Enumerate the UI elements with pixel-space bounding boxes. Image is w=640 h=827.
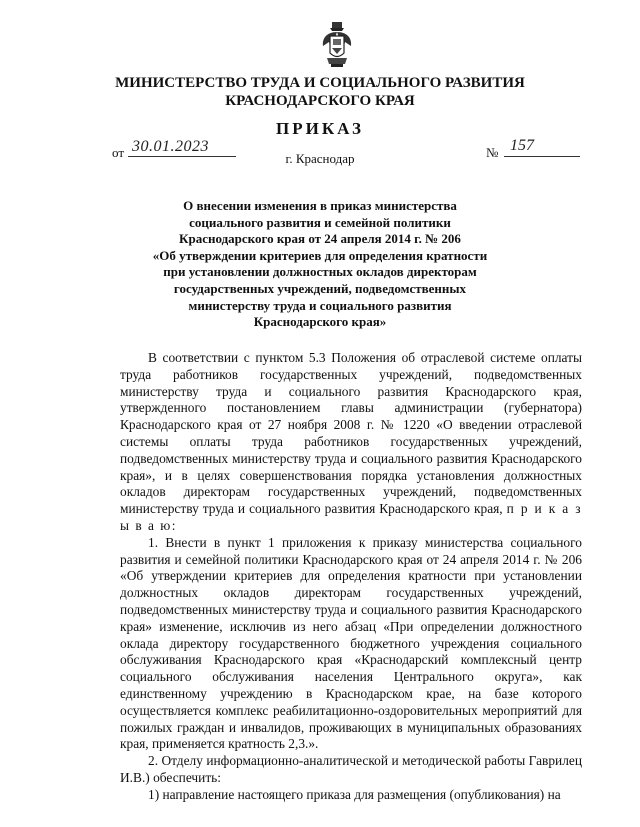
subject-line: «Об утверждении критериев для определения кратности [152, 247, 488, 263]
item-1-paragraph: 1. Внести в пункт 1 приложения к приказу министерства социального развития и семейной политики Краснодарского края от 24 апреля 2014 г. № 206 «Об утверждении критериев для определения кратности при установлении должностных окладов директорам государственных учреждений, подведомственных министерству труда и социального развития Краснодарского края» изменение, исключив из него абзац «При определении должностного оклада директору государственного бюджетного учреждения социального обслуживания Краснодарского края «Краснодарский комплексный центр социального обслуживания населения Центрального округа», как единственному учреждению в Краснодарском крае, на базе которого осуществляется комплекс реабилитационно-оздоровительных мероприятий для пожилых граждан и инвалидов, проживающих в муниципальных образованиях края, применяется кратность 2,3.». [120, 534, 582, 752]
order-number: 157 [510, 137, 534, 154]
subject-line: Краснодарского края от 24 апреля 2014 г. № 206 [179, 231, 461, 247]
order-subject [120, 198, 520, 331]
order-body [120, 350, 582, 804]
coat-of-arms-icon [321, 20, 353, 70]
ministry-name [0, 74, 640, 110]
subject-line: О внесении изменения в приказ министерства [183, 198, 457, 213]
item-2-1-paragraph: 1) направление настоящего приказа для размещения (опубликования) на [148, 786, 561, 802]
subject-line: государственных учреждений, подведомственных [173, 280, 467, 296]
preamble-text: В соответствии с пунктом 5.3 Положения об отраслевой системе оплаты труда работников государственных учреждений, подведомственных министерству труда и социального развития Краснодарского края, утвержденного постановлением главы администрации (губернатора) Краснодарского края от 27 ноября 2008 г. № 1220 «О введении отраслевой системы оплаты труда работников государственных учреждений, подведомственных министерству труда и социального развития Краснодарского края», и в целях совершенствования порядка установления должностных окладов директорам государственных учреждений, подведомственных министерству труда и социального развития Краснодарского края, [120, 350, 582, 517]
subject-line: министерству труда и социального развития [188, 297, 452, 313]
subject-line: социального развития и семейной политики [189, 214, 451, 230]
preamble-paragraph [120, 350, 582, 535]
order-title: ПРИКАЗ [276, 119, 364, 138]
order-word: п р и к а з ы в а ю: [120, 501, 582, 533]
subject-line: Краснодарского края» [253, 314, 387, 330]
ministry-line-2: КРАСНОДАРСКОГО КРАЯ [225, 93, 415, 109]
subject-line: при установлении должностных окладов директорам [163, 264, 477, 280]
ministry-line-1: МИНИСТЕРСТВО ТРУДА И СОЦИАЛЬНОГО РАЗВИТИЯ [115, 75, 525, 91]
order-date: 30.01.2023 [132, 138, 209, 155]
item-2-paragraph: 2. Отделу информационно-аналитической и методической работы Гаврилец И.В.) обеспечить: [120, 753, 582, 785]
date-prefix: от [112, 145, 125, 160]
number-prefix: № [486, 145, 499, 160]
city: г. Краснодар [285, 151, 355, 166]
